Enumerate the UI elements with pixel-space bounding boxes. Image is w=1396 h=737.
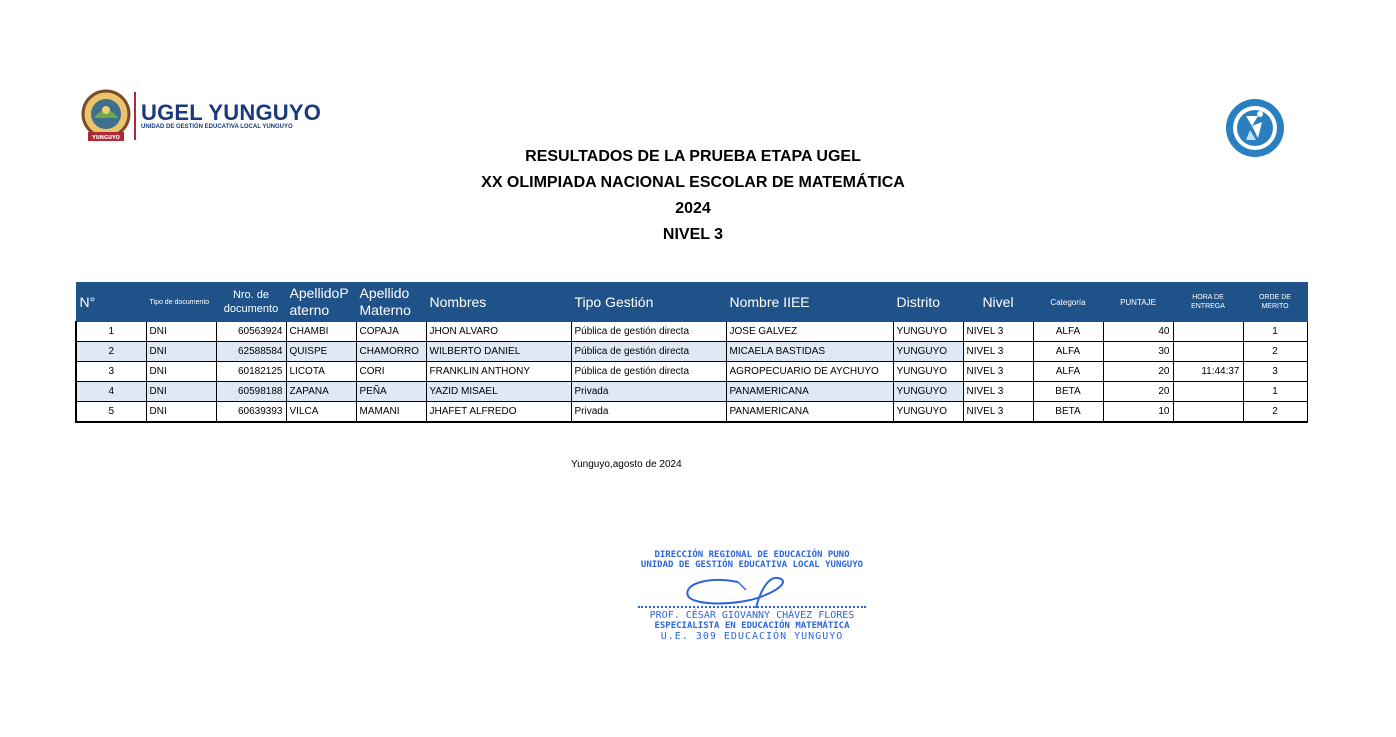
title-line-1: RESULTADOS DE LA PRUEBA ETAPA UGEL xyxy=(525,148,861,165)
cell-apellido-paterno: CHAMBI xyxy=(286,322,356,342)
cell-puntaje: 20 xyxy=(1103,382,1173,402)
table-row xyxy=(76,382,1307,402)
col-header-nombre-iiee: Nombre IIEE xyxy=(726,283,893,322)
official-stamp xyxy=(628,550,876,650)
col-header-apellido-materno: Apellido Materno xyxy=(356,283,426,322)
stamp-line-2: UNIDAD DE GESTIÓN EDUCATIVA LOCAL YUNGUYO xyxy=(640,560,864,570)
logo-brand: UGEL YUNGUYO xyxy=(141,100,322,125)
cell-nombres: FRANKLIN ANTHONY xyxy=(426,362,571,382)
col-header-puntaje: PUNTAJE xyxy=(1103,283,1173,322)
cell-puntaje: 40 xyxy=(1103,322,1173,342)
cell-tipo-gestion: Pública de gestión directa xyxy=(571,342,726,362)
cell-n: 3 xyxy=(76,362,146,382)
document-title xyxy=(440,144,946,248)
cell-nombre-iiee: MICAELA BASTIDAS xyxy=(726,342,893,362)
cell-n: 5 xyxy=(76,402,146,423)
logo-divider xyxy=(134,92,136,140)
col-header-distrito: Distrito xyxy=(893,283,963,322)
col-header-categoria: Categoría xyxy=(1033,283,1103,322)
cell-nombre-iiee: JOSE GALVEZ xyxy=(726,322,893,342)
cell-n: 2 xyxy=(76,342,146,362)
cell-apellido-paterno: LICOTA xyxy=(286,362,356,382)
cell-orden-merito: 2 xyxy=(1243,342,1307,362)
cell-apellido-materno: COPAJA xyxy=(356,322,426,342)
stamp-line-1: DIRECCIÓN REGIONAL DE EDUCACIÓN PUNO xyxy=(654,550,850,560)
cell-nombres: JHON ALVARO xyxy=(426,322,571,342)
stamp-line-4: ESPECIALISTA EN EDUCACIÓN MATEMÁTICA xyxy=(654,621,850,631)
cell-apellido-paterno: ZAPANA xyxy=(286,382,356,402)
cell-apellido-materno: PEÑA xyxy=(356,382,426,402)
place-date: Yunguyo,agosto de 2024 xyxy=(571,459,682,470)
cell-nivel: NIVEL 3 xyxy=(963,362,1033,382)
cell-n: 1 xyxy=(76,322,146,342)
col-header-tipo-doc: Tipo de documento xyxy=(146,283,216,322)
cell-categoria: ALFA xyxy=(1033,362,1103,382)
cell-puntaje: 20 xyxy=(1103,362,1173,382)
cell-apellido-paterno: VILCA xyxy=(286,402,356,423)
cell-apellido-materno: MAMANI xyxy=(356,402,426,423)
cell-nro-doc: 60639393 xyxy=(216,402,286,423)
signature-line xyxy=(638,606,866,608)
cell-distrito: YUNGUYO xyxy=(893,322,963,342)
cell-puntaje: 30 xyxy=(1103,342,1173,362)
cell-hora-entrega: 11:44:37 xyxy=(1173,362,1243,382)
cell-categoria: BETA xyxy=(1033,402,1103,423)
cell-hora-entrega xyxy=(1173,342,1243,362)
cell-nivel: NIVEL 3 xyxy=(963,322,1033,342)
cell-hora-entrega xyxy=(1173,402,1243,423)
col-header-hora-entrega: HORA DE ENTREGA xyxy=(1173,283,1243,322)
title-line-4: NIVEL 3 xyxy=(662,226,724,243)
stamp-line-5: U.E. 309 EDUCACIÓN YUNGUYO xyxy=(660,631,844,642)
cell-nombre-iiee: PANAMERICANA xyxy=(726,402,893,423)
table-row xyxy=(76,322,1307,342)
cell-nombres: YAZID MISAEL xyxy=(426,382,571,402)
cell-puntaje: 10 xyxy=(1103,402,1173,423)
cell-distrito: YUNGUYO xyxy=(893,362,963,382)
col-header-n: N° xyxy=(76,283,146,322)
cell-nivel: NIVEL 3 xyxy=(963,402,1033,423)
cell-tipo-gestion: Privada xyxy=(571,382,726,402)
cell-categoria: ALFA xyxy=(1033,322,1103,342)
cell-distrito: YUNGUYO xyxy=(893,402,963,423)
col-header-nro-doc: Nro. de documento xyxy=(216,283,286,322)
cell-orden-merito: 3 xyxy=(1243,362,1307,382)
cell-orden-merito: 1 xyxy=(1243,382,1307,402)
cell-tipo-doc: DNI xyxy=(146,362,216,382)
cell-nro-doc: 62588584 xyxy=(216,342,286,362)
cell-tipo-doc: DNI xyxy=(146,402,216,423)
cell-apellido-materno: CORI xyxy=(356,362,426,382)
cell-categoria: BETA xyxy=(1033,382,1103,402)
cell-nombre-iiee: PANAMERICANA xyxy=(726,382,893,402)
cell-nivel: NIVEL 3 xyxy=(963,342,1033,362)
cell-orden-merito: 1 xyxy=(1243,322,1307,342)
signature-icon xyxy=(668,570,818,610)
table-row xyxy=(76,342,1307,362)
cell-nombres: WILBERTO DANIEL xyxy=(426,342,571,362)
cell-tipo-gestion: Privada xyxy=(571,402,726,423)
emblem-label: YUNGUYO xyxy=(92,135,120,141)
cell-orden-merito: 2 xyxy=(1243,402,1307,423)
cell-tipo-doc: DNI xyxy=(146,342,216,362)
cell-categoria: ALFA xyxy=(1033,342,1103,362)
col-header-nivel: Nivel xyxy=(963,283,1033,322)
cell-n: 4 xyxy=(76,382,146,402)
title-line-2: XX OLIMPIADA NACIONAL ESCOLAR DE MATEMÁTICA xyxy=(481,174,905,191)
logo-subtitle: UNIDAD DE GESTIÓN EDUCATIVA LOCAL YUNGUYO xyxy=(141,124,293,130)
col-header-tipo-gestion: Tipo Gestión xyxy=(571,283,726,322)
table-row xyxy=(76,402,1307,423)
col-header-apellido-paterno: ApellidoP aterno xyxy=(286,283,356,322)
cell-nro-doc: 60598188 xyxy=(216,382,286,402)
cell-tipo-gestion: Pública de gestión directa xyxy=(571,322,726,342)
cell-nombres: JHAFET ALFREDO xyxy=(426,402,571,423)
table-header-row xyxy=(76,283,1307,322)
cell-nro-doc: 60182125 xyxy=(216,362,286,382)
cell-tipo-doc: DNI xyxy=(146,382,216,402)
cell-nro-doc: 60563924 xyxy=(216,322,286,342)
results-table xyxy=(75,282,1308,423)
stamp-line-3: PROF. CÉSAR GIOVANNY CHÁVEZ FLORES xyxy=(649,610,855,621)
cell-nombre-iiee: AGROPECUARIO DE AYCHUYO xyxy=(726,362,893,382)
cell-tipo-doc: DNI xyxy=(146,322,216,342)
col-header-orden-merito: ORDE DE MERITO xyxy=(1243,283,1307,322)
olympiad-logo-icon xyxy=(1222,96,1288,160)
ugel-logo xyxy=(80,88,320,148)
cell-apellido-materno: CHAMORRO xyxy=(356,342,426,362)
cell-apellido-paterno: QUISPE xyxy=(286,342,356,362)
cell-nivel: NIVEL 3 xyxy=(963,382,1033,402)
table-row xyxy=(76,362,1307,382)
cell-tipo-gestion: Pública de gestión directa xyxy=(571,362,726,382)
ugel-emblem-icon xyxy=(80,88,132,144)
cell-distrito: YUNGUYO xyxy=(893,382,963,402)
title-line-3: 2024 xyxy=(675,200,711,217)
col-header-nombres: Nombres xyxy=(426,283,571,322)
cell-distrito: YUNGUYO xyxy=(893,342,963,362)
cell-hora-entrega xyxy=(1173,322,1243,342)
cell-hora-entrega xyxy=(1173,382,1243,402)
